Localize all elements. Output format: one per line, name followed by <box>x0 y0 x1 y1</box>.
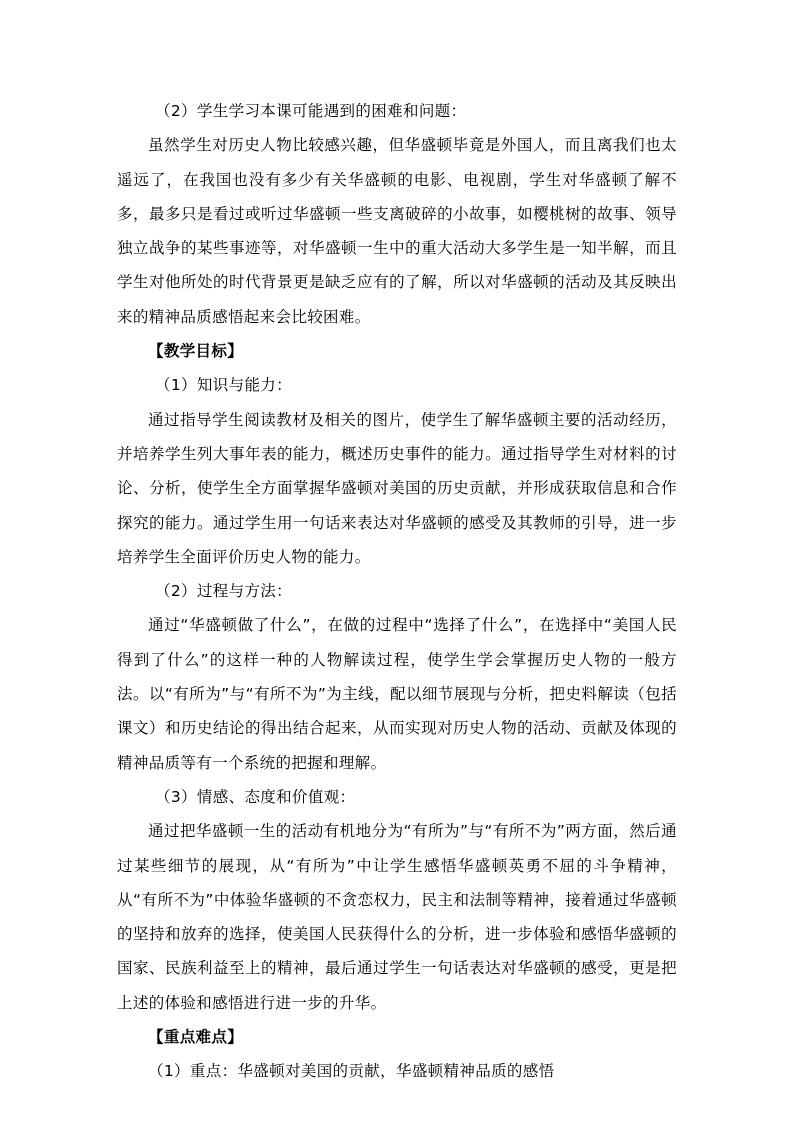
teaching-goals-heading: 【教学目标】 <box>148 342 244 361</box>
difficulty-heading: （2）学生学习本课可能遇到的困难和问题： <box>155 102 467 120</box>
knowledge-ability-paragraph: 通过指导学生阅读教材及相关的图片，使学生了解华盛顿主要的活动经历，并培养学生列大事年表的能力，概述历史事件的能力。通过指导学生对材料的讨论、分析，使学生全方面掌握华盛顿对美国的历史贡献，并形成获取信息和合作探究的能力。通过学生用一句话来表达对华盛顿的感受及其教师的引导，进一步培养学生全面评价历史人物的能力。 <box>117 410 677 566</box>
process-method-heading: （2）过程与方法： <box>155 582 293 601</box>
emotion-values-paragraph: 通过把华盛顿一生的活动有机地分为“有所为”与“有所不为”两方面，然后通过某些细节的展现，从“有所为”中让学生感悟华盛顿英勇不屈的斗争精神，从“有所不为”中体验华盛顿的不贪恋权力，民主和法制等精神，接着通过华盛顿的坚持和放弃的选择，使美国人民获得什么的分析，进一步体验和感悟华盛顿的国家、民族利益至上的精神，最后通过学生一句话表达对华盛顿的感受，更是把上述的体验和感悟进行进一步的升华。 <box>117 822 677 1012</box>
knowledge-ability-heading: （1）知识与能力： <box>155 376 293 395</box>
process-method-paragraph: 通过“华盛顿做了什么”，在做的过程中“选择了什么”，在选择中“美国人民得到了什么”的这样一种的人物解读过程，使学生学会掌握历史人物的一般方法。以“有所为”与“有所不为”为主线，配以细节展现与分析，把史料解读（包括课文）和历史结论的得出结合起来，从而实现对历史人物的活动、贡献及体现的精神品质等有一个系统的把握和理解。 <box>117 616 677 772</box>
emotion-values-heading: （3）情感、态度和价值观： <box>155 787 356 806</box>
document-page <box>117 94 677 1089</box>
difficulty-paragraph: 虽然学生对历史人物比较感兴趣，但华盛顿毕竟是外国人，而且离我们也太遥远了，在我国也没有多少有关华盛顿的电影、电视剧，学生对华盛顿了解不多，最多只是看过或听过华盛顿一些支离破碎的小故事，如樱桃树的故事、领导独立战争的某些事迹等，对华盛顿一生中的重大活动大多学生是一知半解，而且学生对他所处的时代背景更是缺乏应有的了解，所以对华盛顿的活动及其反映出来的精神品质感悟起来会比较困难。 <box>117 136 677 326</box>
key-difficult-points-heading: 【重点难点】 <box>148 1028 244 1047</box>
key-point-item: （1）重点：华盛顿对美国的贡献，华盛顿精神品质的感悟 <box>148 1062 555 1081</box>
